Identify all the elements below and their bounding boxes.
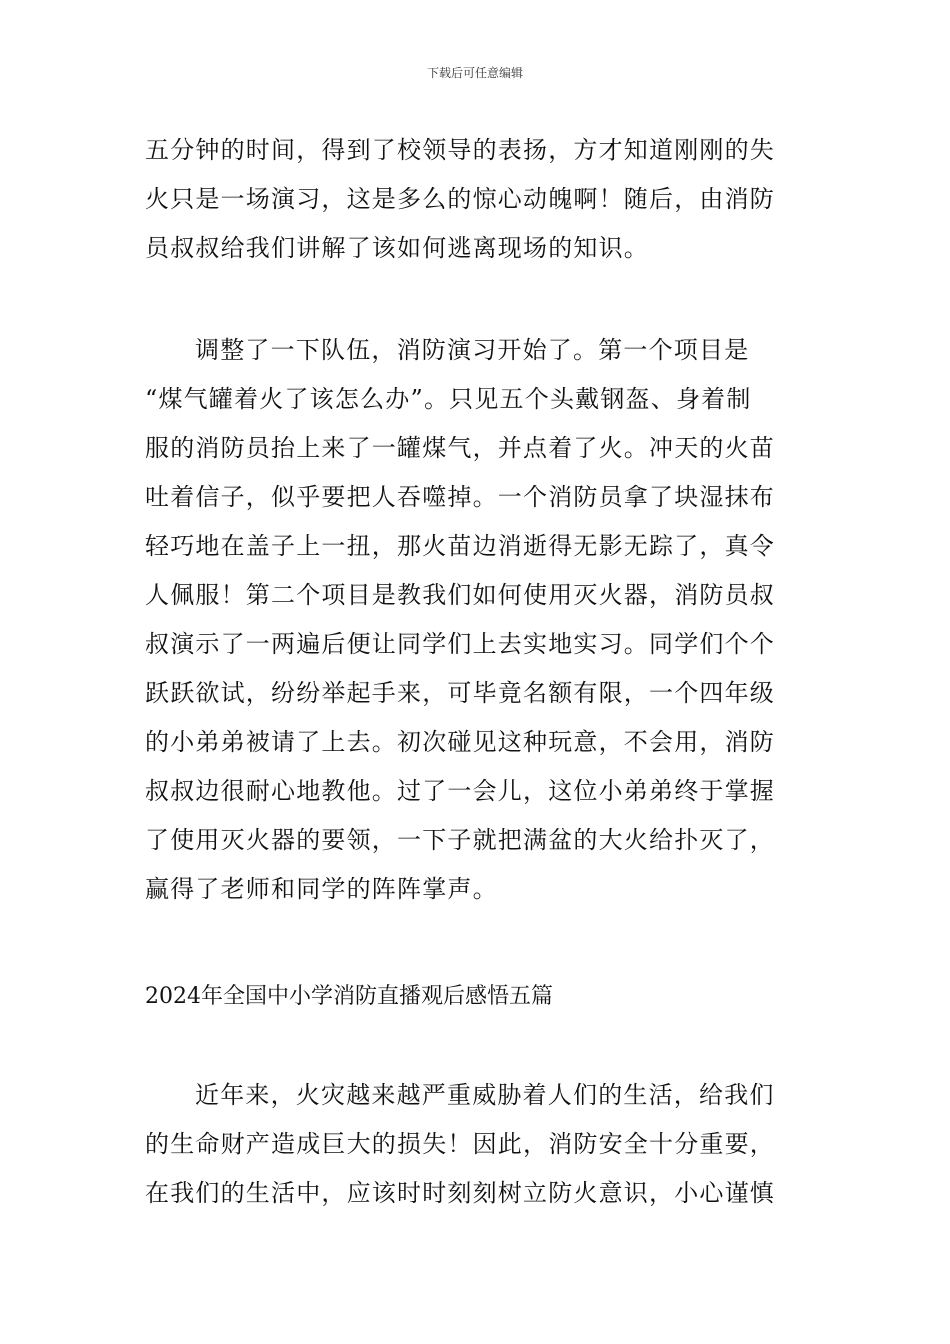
page-header: 下载后可任意编辑 xyxy=(426,66,523,80)
section-heading: 2024年全国中小学消防直播观后感悟五篇 xyxy=(145,984,553,1009)
paragraph-2-line: 的小弟弟被请了上去。初次碰见这种玩意，不会用，消防 xyxy=(145,728,775,756)
paragraph-2-line: 叔演示了一两遍后便让同学们上去实地实习。同学们个个 xyxy=(145,630,775,658)
paragraph-2-line: 赢得了老师和同学的阵阵掌声。 xyxy=(145,875,498,903)
paragraph-1-line: 员叔叔给我们讲解了该如何逃离现场的知识。 xyxy=(145,234,649,262)
paragraph-2-line: 轻巧地在盖子上一扭，那火苗边消逝得无影无踪了，真令 xyxy=(145,532,775,560)
paragraph-2-line: 跃跃欲试，纷纷举起手来，可毕竟名额有限，一个四年级 xyxy=(145,679,775,707)
paragraph-2-line: “煤气罐着火了该怎么办”。只见五个头戴钢盔、身着制 xyxy=(145,385,752,413)
paragraph-1-line: 五分钟的时间，得到了校领导的表扬，方才知道刚刚的失 xyxy=(145,136,775,164)
paragraph-2-line: 服的消防员抬上来了一罐煤气，并点着了火。冲天的火苗 xyxy=(145,434,775,462)
paragraph-2-line: 了使用灭火器的要领，一下子就把满盆的大火给扑灭了， xyxy=(145,826,775,854)
paragraph-2-line: 调整了一下队伍，消防演习开始了。第一个项目是 xyxy=(195,336,750,364)
paragraph-2-line: 叔叔边很耐心地教他。过了一会儿，这位小弟弟终于掌握 xyxy=(145,777,775,805)
paragraph-3-line: 近年来，火灾越来越严重威胁着人们的生活，给我们 xyxy=(195,1081,775,1109)
paragraph-3-line: 在我们的生活中，应该时时刻刻树立防火意识，小心谨慎 xyxy=(145,1179,775,1207)
paragraph-2-line: 人佩服！第二个项目是教我们如何使用灭火器，消防员叔 xyxy=(145,581,775,609)
paragraph-3-line: 的生命财产造成巨大的损失！因此，消防安全十分重要， xyxy=(145,1130,775,1158)
paragraph-1-line: 火只是一场演习，这是多么的惊心动魄啊！随后，由消防 xyxy=(145,185,775,213)
paragraph-2-line: 吐着信子，似乎要把人吞噬掉。一个消防员拿了块湿抹布 xyxy=(145,483,775,511)
